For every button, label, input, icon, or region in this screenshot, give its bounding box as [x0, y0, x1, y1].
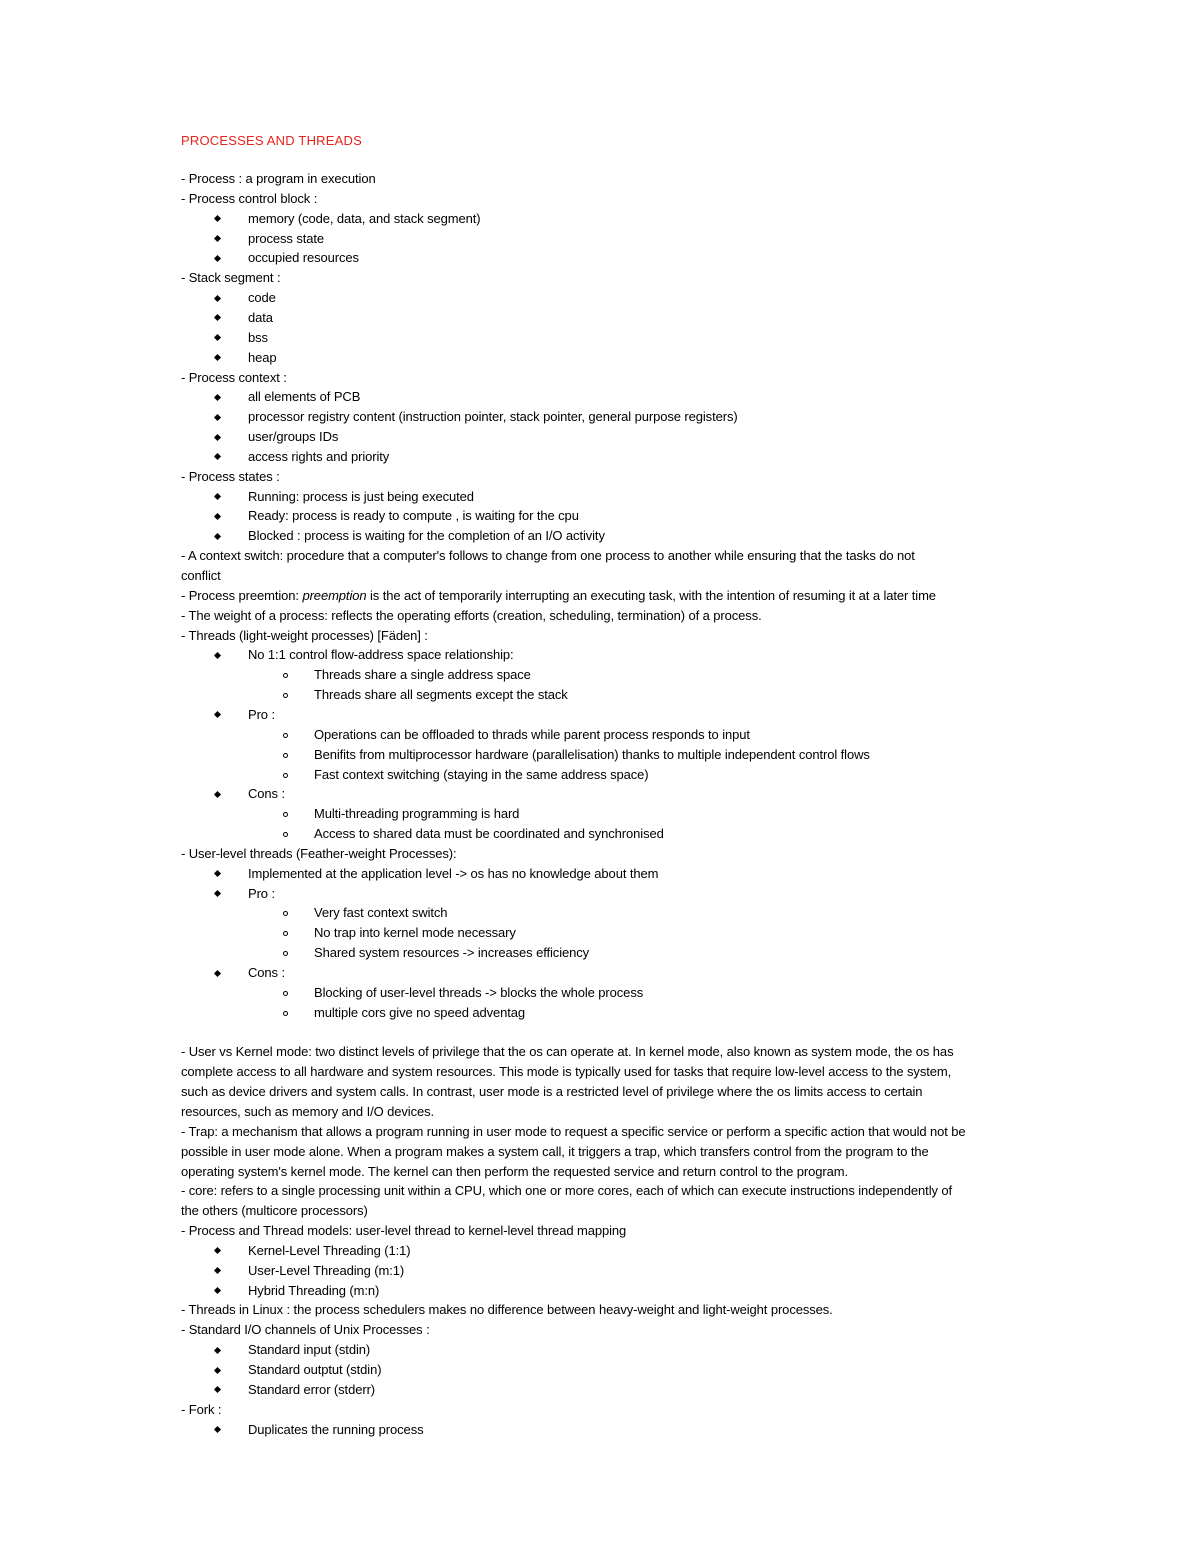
paragraph-line: conflict	[181, 568, 221, 583]
sub-bullet-item: Blocking of user-level threads -> blocks the whole process	[314, 984, 644, 1000]
bullet-item: User-Level Threading (m:1)	[248, 1262, 405, 1278]
bullet-item: data	[248, 309, 273, 325]
paragraph-line: such as device drivers and system calls. In contrast, user mode is a restricted level of privilege where the os limits access to certain	[181, 1084, 923, 1100]
paragraph-line: operating system's kernel mode. The kernel can then perform the requested service and return control to the program.	[181, 1163, 848, 1179]
bullet-item: Cons :	[248, 965, 285, 980]
bullet-diamond-icon	[214, 890, 221, 897]
bullet-diamond-icon	[214, 354, 221, 361]
bullet-circle-icon	[283, 693, 288, 698]
bullet-diamond-icon	[214, 711, 221, 718]
bullet-circle-icon	[283, 931, 288, 936]
bullet-item: user/groups IDs	[248, 429, 339, 445]
bullet-diamond-icon	[214, 295, 221, 302]
bullet-diamond-icon	[214, 434, 221, 441]
bullet-diamond-icon	[214, 453, 221, 460]
bullet-diamond-icon	[214, 969, 221, 976]
bullet-item: bss	[248, 329, 268, 345]
bullet-item: process state	[248, 230, 325, 246]
bullet-circle-icon	[283, 1011, 288, 1016]
paragraph-line: - Process and Thread models: user-level thread to kernel-level thread mapping	[181, 1223, 627, 1239]
sub-bullet-item: Fast context switching (staying in the same address space)	[314, 766, 649, 782]
bullet-item: heap	[248, 349, 277, 365]
bullet-diamond-icon	[214, 870, 221, 877]
bullet-circle-icon	[283, 733, 288, 738]
bullet-item: all elements of PCB	[248, 389, 361, 405]
paragraph-line: - Stack segment :	[181, 270, 281, 286]
bullet-diamond-icon	[214, 255, 221, 262]
bullet-item: Kernel-Level Threading (1:1)	[248, 1242, 411, 1258]
sub-bullet-item: Access to shared data must be coordinated and synchronised	[314, 826, 664, 842]
page-title: PROCESSES AND THREADS	[181, 133, 362, 148]
paragraph-line: - Trap: a mechanism that allows a program running in user mode to request a specific service or perform a specific action that would not be	[181, 1123, 966, 1139]
sub-bullet-item: No trap into kernel mode necessary	[314, 925, 516, 941]
paragraph-line: - Process context :	[181, 369, 287, 385]
sub-bullet-item: Shared system resources -> increases efficiency	[314, 945, 590, 961]
paragraph-line: the others (multicore processors)	[181, 1203, 368, 1219]
sub-bullet-item: Threads share all segments except the stack	[314, 687, 568, 703]
paragraph-line: - User vs Kernel mode: two distinct levels of privilege that the os can operate at. In kernel mode, also known as system mode, the os has	[181, 1044, 954, 1060]
sub-bullet-item: Multi-threading programming is hard	[314, 806, 520, 822]
bullet-diamond-icon	[214, 1247, 221, 1254]
sub-bullet-item: Operations can be offloaded to thrads while parent process responds to input	[314, 726, 750, 742]
emphasis-text: preemption	[302, 587, 367, 603]
paragraph-line: complete access to all hardware and system resources. This mode is typically used for tasks that require low-level access to the system,	[181, 1064, 952, 1080]
bullet-diamond-icon	[214, 1287, 221, 1294]
bullet-item: Running: process is just being executed	[248, 488, 474, 504]
paragraph-line: - Threads (light-weight processes) [Fäden] :	[181, 627, 428, 643]
bullet-diamond-icon	[214, 235, 221, 242]
bullet-diamond-icon	[214, 791, 221, 798]
paragraph-line: - Process control block :	[181, 190, 318, 206]
bullet-item: Ready: process is ready to compute , is waiting for the cpu	[248, 508, 579, 524]
bullet-item: Hybrid Threading (m:n)	[248, 1282, 380, 1298]
bullet-item: Blocked : process is waiting for the completion of an I/O activity	[248, 528, 605, 544]
bullet-item: processor registry content (instruction pointer, stack pointer, general purpose registers)	[248, 409, 738, 425]
bullet-item: Pro :	[248, 885, 275, 901]
paragraph-line	[181, 586, 936, 606]
bullet-diamond-icon	[214, 1366, 221, 1373]
bullet-item: Standard outptut (stdin)	[248, 1362, 382, 1377]
bullet-diamond-icon	[214, 513, 221, 520]
bullet-diamond-icon	[214, 1347, 221, 1354]
paragraph-line: - A context switch: procedure that a computer's follows to change from one process to another while ensuring that the tasks do not	[181, 548, 915, 564]
paragraph-line: - Process states :	[181, 468, 280, 484]
paragraph-line: - Standard I/O channels of Unix Processes :	[181, 1322, 430, 1338]
bullet-diamond-icon	[214, 533, 221, 540]
paragraph-line: - The weight of a process: reflects the operating efforts (creation, scheduling, termination) of a process.	[181, 607, 762, 623]
sub-bullet-item: multiple cors give no speed adventag	[314, 1004, 526, 1020]
paragraph-line: - User-level threads (Feather-weight Processes):	[181, 845, 457, 861]
bullet-circle-icon	[283, 951, 288, 956]
bullet-diamond-icon	[214, 314, 221, 321]
sub-bullet-item: Very fast context switch	[314, 905, 448, 921]
bullet-item: Standard input (stdin)	[248, 1342, 371, 1358]
line-text: is the act of temporarily interrupting an executing task, with the intention of resuming it at a later time	[366, 587, 936, 603]
bullet-circle-icon	[283, 812, 288, 817]
bullet-circle-icon	[283, 991, 288, 996]
bullet-item: code	[248, 290, 276, 306]
bullet-diamond-icon	[214, 1386, 221, 1393]
bullet-diamond-icon	[214, 1267, 221, 1274]
paragraph-line: - core: refers to a single processing unit within a CPU, which one or more cores, each of which can execute instructions independently of	[181, 1183, 953, 1199]
sub-bullet-item: Threads share a single address space	[314, 667, 531, 683]
bullet-circle-icon	[283, 911, 288, 916]
bullet-item: Duplicates the running process	[248, 1421, 424, 1437]
bullet-item: Standard error (stderr)	[248, 1381, 376, 1397]
bullet-diamond-icon	[214, 493, 221, 500]
bullet-item: Pro :	[248, 706, 275, 722]
paragraph-line: resources, such as memory and I/O devices.	[181, 1103, 435, 1119]
bullet-diamond-icon	[214, 414, 221, 421]
bullet-diamond-icon	[214, 1426, 221, 1433]
bullet-circle-icon	[283, 773, 288, 778]
bullet-circle-icon	[283, 753, 288, 758]
bullet-circle-icon	[283, 832, 288, 837]
bullet-diamond-icon	[214, 652, 221, 659]
bullet-item: Implemented at the application level -> os has no knowledge about them	[248, 865, 659, 881]
bullet-diamond-icon	[214, 394, 221, 401]
sub-bullet-item: Benifits from multiprocessor hardware (parallelisation) thanks to multiple independent control flows	[314, 746, 870, 762]
bullet-item: occupied resources	[248, 250, 359, 266]
bullet-diamond-icon	[214, 334, 221, 341]
paragraph-line: - Process : a program in execution	[181, 171, 376, 186]
line-text: - Process preemtion:	[181, 587, 303, 603]
bullet-circle-icon	[283, 673, 288, 678]
paragraph-line: possible in user mode alone. When a program makes a system call, it triggers a trap, which transfers control from the program to the	[181, 1143, 929, 1159]
bullet-item: access rights and priority	[248, 448, 390, 464]
bullet-item: memory (code, data, and stack segment)	[248, 210, 481, 226]
bullet-item: Cons :	[248, 786, 285, 802]
bullet-diamond-icon	[214, 215, 221, 222]
paragraph-line: - Threads in Linux : the process schedulers makes no difference between heavy-weight and light-weight processes.	[181, 1302, 833, 1318]
paragraph-line: - Fork :	[181, 1401, 222, 1417]
bullet-item: No 1:1 control flow-address space relationship:	[248, 647, 514, 663]
